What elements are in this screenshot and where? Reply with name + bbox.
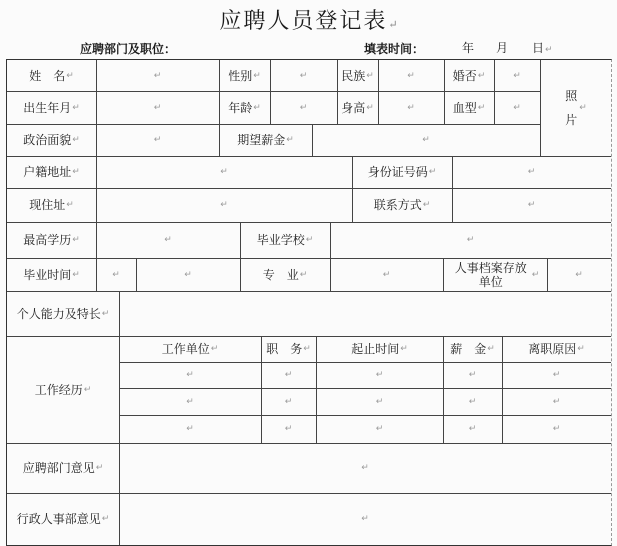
hukou-value[interactable]: ↵ (220, 167, 228, 177)
work-row-1-company[interactable]: ↵ (186, 370, 194, 380)
marital-value[interactable]: ↵ (513, 70, 521, 81)
school-value[interactable]: ↵ (466, 235, 475, 245)
work-row-2-reason[interactable]: ↵ (552, 396, 561, 407)
major-label: 专 业 (262, 267, 299, 282)
political-label: 政治面貌 (23, 133, 72, 147)
fill-time-label: 填表时间： (364, 42, 425, 56)
political-value[interactable]: ↵ (153, 135, 162, 145)
gender-label: 性别 (228, 68, 253, 83)
education-value[interactable]: ↵ (164, 235, 172, 245)
dept-position-label: 应聘部门及职位： (80, 42, 177, 56)
work-row-1-reason[interactable]: ↵ (552, 370, 561, 380)
work-row-2-salary[interactable]: ↵ (468, 396, 477, 407)
work-row-3-reason[interactable]: ↵ (552, 424, 561, 434)
birth-value[interactable]: ↵ (153, 102, 162, 113)
salary-label: 期望薪金 (237, 133, 286, 147)
dept-opinion-value[interactable]: ↵ (361, 463, 369, 473)
name-label: 姓 名 (29, 68, 66, 83)
age-label: 年龄 (228, 100, 253, 115)
work-col-period: 起止时间 (351, 342, 400, 356)
education-label: 最高学历 (23, 233, 72, 247)
age-value[interactable]: ↵ (299, 102, 308, 113)
height-value[interactable]: ↵ (407, 102, 415, 113)
work-col-salary: 薪 金 (450, 342, 487, 356)
archive-label: 人事档案存放单位 (454, 260, 527, 289)
registration-form-table: 姓 名 ↵ ↵ 性别 ↵ ↵ 民族 ↵ ↵ 婚否 ↵ ↵ 照片 ↵ 出生年月 ↵ ↵ 年龄 ↵ ↵ 身高 ↵ ↵ 血型 ↵ ↵ 政治面貌 ↵ ↵ 期望薪金 ↵ ↵ 户籍地址 ↵ ↵ 身份证号码 ↵ ↵ 现住址 ↵ ↵ 联系方式 ↵ ↵ 最高学历 ↵ ↵ 毕业学校 ↵ ↵ 毕业时间 ↵ ↵ ↵ 专 业 ↵ ↵ 人事档案存放单位 ↵ ↵ 个人能力及特长 ↵ 工作经历 ↵ 工作单位 ↵ 职 务 ↵ 起止时间 ↵ 薪 金 ↵ 离职原因 ↵ ↵ ↵ ↵ ↵ ↵ ↵ ↵ ↵ ↵ ↵ ↵ ↵ ↵ ↵ ↵ 应聘部门意见 ↵ ↵ 行政人事部意见 ↵ ↵ (6, 59, 612, 546)
work-history-label: 工作经历 (34, 382, 83, 397)
dept-opinion-label: 应聘部门意见 (22, 461, 95, 475)
work-row-3-salary[interactable]: ↵ (468, 424, 477, 434)
id-number-label: 身份证号码 (367, 165, 428, 179)
contact-value[interactable]: ↵ (527, 200, 536, 210)
work-row-3-position[interactable]: ↵ (284, 424, 293, 434)
day-label: 日 (532, 41, 545, 55)
gender-value[interactable]: ↵ (299, 70, 308, 81)
form-title: 应聘人员登记表↵ (219, 9, 398, 34)
work-row-3-company[interactable]: ↵ (186, 424, 194, 434)
work-row-2-company[interactable]: ↵ (186, 396, 194, 407)
hr-opinion-value[interactable]: ↵ (361, 514, 369, 524)
grad-time-value-2[interactable]: ↵ (184, 269, 192, 280)
work-row-1-salary[interactable]: ↵ (468, 370, 477, 380)
work-row-1-position[interactable]: ↵ (284, 370, 293, 380)
grad-time-label: 毕业时间 (23, 267, 72, 282)
major-value[interactable]: ↵ (382, 269, 391, 280)
skills-label: 个人能力及特长 (16, 306, 101, 321)
archive-value[interactable]: ↵ (575, 269, 583, 280)
work-row-1-period[interactable]: ↵ (375, 370, 384, 380)
school-label: 毕业学校 (256, 233, 305, 247)
year-label: 年 (462, 41, 475, 55)
month-label: 月 (496, 41, 509, 55)
blood-label: 血型 (452, 100, 477, 115)
work-col-position: 职 务 (266, 342, 303, 356)
marital-label: 婚否 (452, 68, 477, 83)
work-row-3-period[interactable]: ↵ (375, 424, 384, 434)
photo-box[interactable]: 照片 ↵ (540, 60, 611, 156)
work-row-2-position[interactable]: ↵ (284, 396, 293, 407)
id-number-value[interactable]: ↵ (527, 167, 536, 177)
ethnicity-label: 民族 (341, 68, 366, 83)
contact-label: 联系方式 (373, 198, 422, 212)
salary-value[interactable]: ↵ (422, 135, 430, 145)
ethnicity-value[interactable]: ↵ (407, 70, 415, 81)
hukou-label: 户籍地址 (23, 165, 72, 179)
skills-value[interactable] (119, 291, 611, 336)
photo-label: 照片 (565, 89, 578, 127)
blood-value[interactable]: ↵ (513, 102, 521, 113)
address-value[interactable]: ↵ (220, 200, 228, 210)
grad-time-value[interactable]: ↵ (112, 269, 120, 280)
hr-opinion-label: 行政人事部意见 (16, 512, 101, 526)
work-col-company: 工作单位 (161, 342, 210, 356)
fill-date: 年 月 日↵ (462, 41, 553, 55)
work-row-2-period[interactable]: ↵ (375, 396, 384, 407)
height-label: 身高 (341, 100, 366, 115)
address-label: 现住址 (29, 198, 66, 212)
work-col-reason: 离职原因 (528, 342, 577, 356)
birth-label: 出生年月 (23, 100, 72, 115)
name-value[interactable]: ↵ (153, 70, 162, 81)
